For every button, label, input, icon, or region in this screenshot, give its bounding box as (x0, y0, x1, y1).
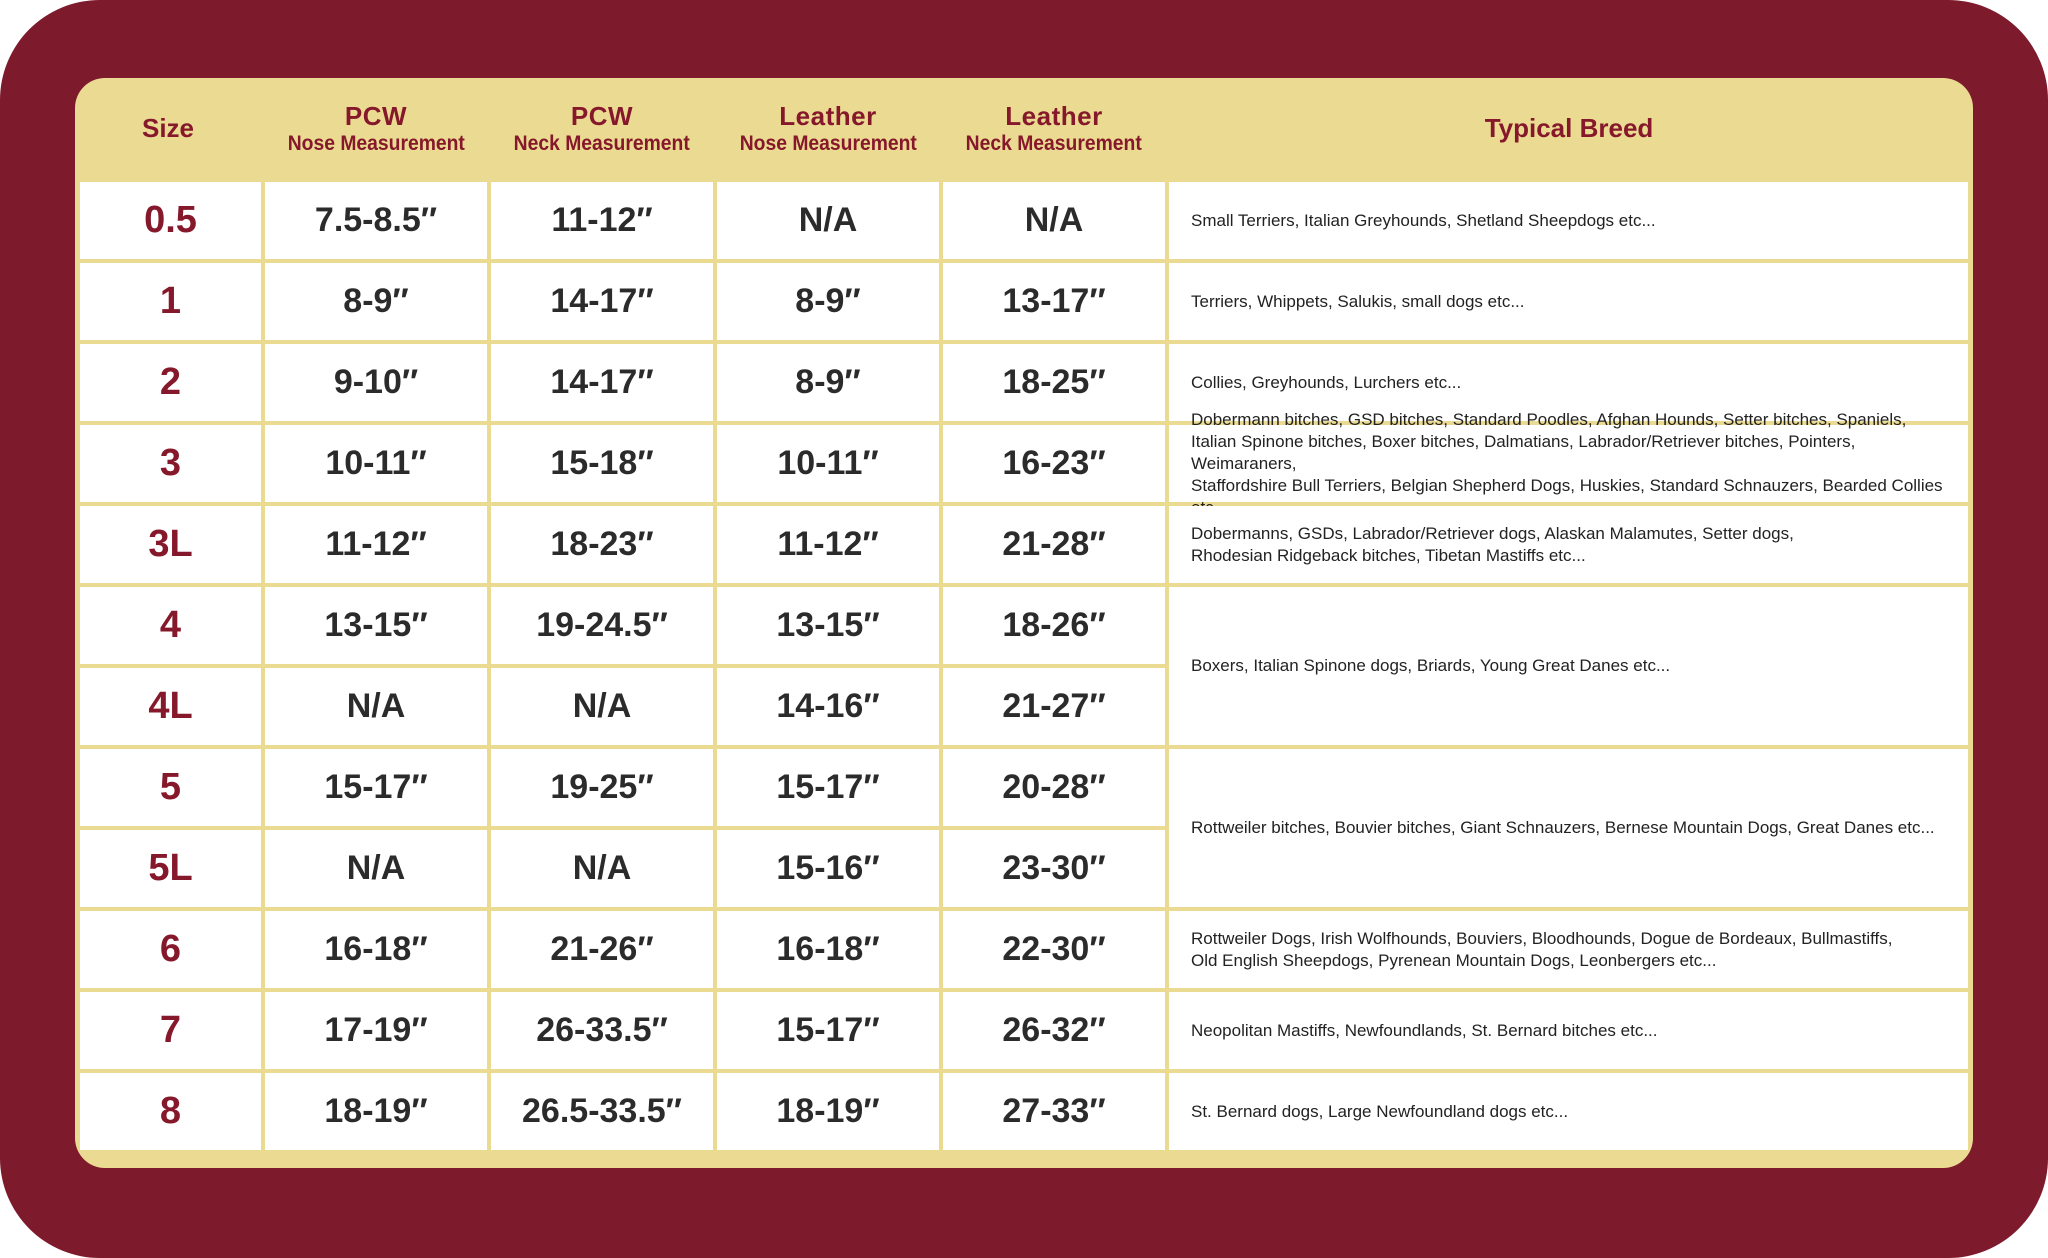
header-breed (1169, 78, 1969, 180)
cell-pcw-neck: 21-26″ (491, 911, 713, 988)
cell-pcw-nose: 8-9″ (265, 263, 487, 340)
cell-leather-neck: 18-26″ (943, 587, 1165, 664)
cell-leather-neck: 18-25″ (943, 344, 1165, 421)
cell-size: 2 (80, 344, 261, 421)
header-pcw-neck-line2: Neck Measurement (513, 131, 691, 155)
cell-pcw-nose: 17-19″ (265, 992, 487, 1069)
cell-typical-breed: Dobermanns, GSDs, Labrador/Retriever dogs, Alaskan Malamutes, Setter dogs, Rhodesian Ridgeback bitches, Tibetan Mastiffs etc... (1169, 506, 1968, 583)
cell-pcw-neck: N/A (491, 668, 713, 745)
cell-pcw-nose: 16-18″ (265, 911, 487, 988)
size-table (75, 78, 1973, 1168)
cell-leather-neck: 13-17″ (943, 263, 1165, 340)
header-leather-nose (717, 78, 939, 180)
header-breed-label: Typical Breed (1484, 113, 1654, 144)
cell-leather-neck: 21-28″ (943, 506, 1165, 583)
cell-size: 1 (80, 263, 261, 340)
cell-leather-neck: 16-23″ (943, 425, 1165, 502)
cell-leather-nose: 13-15″ (717, 587, 939, 664)
cell-pcw-neck: 26.5-33.5″ (491, 1073, 713, 1150)
cell-leather-nose: 8-9″ (717, 344, 939, 421)
cell-leather-neck: 26-32″ (943, 992, 1165, 1069)
cell-pcw-neck: 11-12″ (491, 182, 713, 259)
cell-size: 5L (80, 830, 261, 907)
cell-pcw-nose: N/A (265, 668, 487, 745)
cell-typical-breed: Terriers, Whippets, Salukis, small dogs etc... (1169, 263, 1968, 340)
cell-leather-neck: 23-30″ (943, 830, 1165, 907)
cell-size: 6 (80, 911, 261, 988)
cell-pcw-nose: 11-12″ (265, 506, 487, 583)
cell-leather-nose: 8-9″ (717, 263, 939, 340)
cell-typical-breed: St. Bernard dogs, Large Newfoundland dogs etc... (1169, 1073, 1968, 1150)
cell-pcw-nose: 13-15″ (265, 587, 487, 664)
cell-leather-neck: N/A (943, 182, 1165, 259)
cell-typical-breed: Small Terriers, Italian Greyhounds, Shetland Sheepdogs etc... (1169, 182, 1968, 259)
cell-pcw-neck: 18-23″ (491, 506, 713, 583)
cell-pcw-neck: 19-24.5″ (491, 587, 713, 664)
header-leather-nose-line1: Leather (779, 100, 877, 131)
cell-leather-nose: 10-11″ (717, 425, 939, 502)
cell-pcw-neck: 14-17″ (491, 344, 713, 421)
cell-leather-nose: 11-12″ (717, 506, 939, 583)
cell-leather-nose: 15-16″ (717, 830, 939, 907)
cell-size: 4L (80, 668, 261, 745)
cell-leather-nose: 18-19″ (717, 1073, 939, 1150)
cell-leather-nose: 15-17″ (717, 749, 939, 826)
cell-typical-breed: Collies, Greyhounds, Lurchers etc... (1169, 344, 1968, 421)
header-pcw-nose (265, 78, 487, 180)
cell-leather-nose: 14-16″ (717, 668, 939, 745)
cell-pcw-neck: 19-25″ (491, 749, 713, 826)
cell-size: 3 (80, 425, 261, 502)
cell-size: 8 (80, 1073, 261, 1150)
cell-leather-neck: 21-27″ (943, 668, 1165, 745)
header-leather-nose-line2: Nose Measurement (739, 131, 917, 155)
cell-pcw-nose: N/A (265, 830, 487, 907)
cell-size: 5 (80, 749, 261, 826)
cell-size: 4 (80, 587, 261, 664)
cell-leather-neck: 20-28″ (943, 749, 1165, 826)
cell-size: 3L (80, 506, 261, 583)
header-pcw-neck-line1: PCW (570, 100, 634, 131)
cell-pcw-neck: N/A (491, 830, 713, 907)
cell-leather-nose: 15-17″ (717, 992, 939, 1069)
cell-size: 7 (80, 992, 261, 1069)
cell-typical-breed: Neopolitan Mastiffs, Newfoundlands, St. Bernard bitches etc... (1169, 992, 1968, 1069)
cell-pcw-nose: 18-19″ (265, 1073, 487, 1150)
cell-pcw-nose: 15-17″ (265, 749, 487, 826)
cell-typical-breed: Rottweiler Dogs, Irish Wolfhounds, Bouviers, Bloodhounds, Dogue de Bordeaux, Bullmastiffs, Old English Sheepdogs, Pyrenean Mountain Dogs, Leonbergers etc... (1169, 911, 1968, 988)
cell-pcw-neck: 15-18″ (491, 425, 713, 502)
header-size (75, 78, 261, 180)
header-leather-neck (943, 78, 1165, 180)
header-pcw-nose-line2: Nose Measurement (287, 131, 465, 155)
header-pcw-neck (491, 78, 713, 180)
cell-pcw-neck: 14-17″ (491, 263, 713, 340)
cell-typical-breed: Boxers, Italian Spinone dogs, Briards, Young Great Danes etc... (1169, 587, 1968, 745)
cell-typical-breed: Rottweiler bitches, Bouvier bitches, Giant Schnauzers, Bernese Mountain Dogs, Great Danes etc... (1169, 749, 1968, 907)
cell-leather-nose: 16-18″ (717, 911, 939, 988)
cell-pcw-nose: 9-10″ (265, 344, 487, 421)
header-leather-neck-line1: Leather (1005, 100, 1103, 131)
header-size-label: Size (141, 113, 195, 144)
cell-typical-breed: Italian Spinone bitches, Boxer bitches, Dalmatians, Labrador/Retriever bitches, Pointers, Weimaraners, Staffordshire Bull Terriers, Belgian Shepherd Dogs, Huskies, Standard Schnauzers, Bearded Collies (1169, 425, 1968, 502)
header-pcw-nose-line1: PCW (344, 100, 408, 131)
cell-leather-nose: N/A (717, 182, 939, 259)
cell-pcw-nose: 10-11″ (265, 425, 487, 502)
cell-size: 0.5 (80, 182, 261, 259)
cell-leather-neck: 22-30″ (943, 911, 1165, 988)
cell-pcw-nose: 7.5-8.5″ (265, 182, 487, 259)
cell-pcw-neck: 26-33.5″ (491, 992, 713, 1069)
cell-leather-neck: 27-33″ (943, 1073, 1165, 1150)
header-leather-neck-line2: Neck Measurement (965, 131, 1143, 155)
